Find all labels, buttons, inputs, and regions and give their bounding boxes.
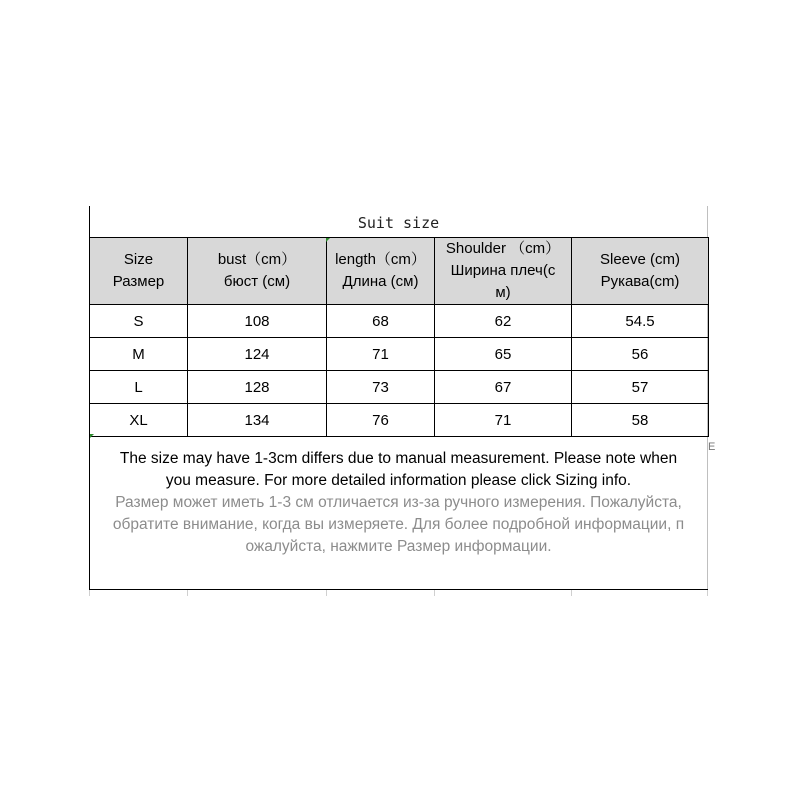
table-row	[90, 305, 709, 338]
note-russian	[90, 492, 707, 558]
measurement-note	[90, 447, 707, 558]
table-row	[90, 338, 709, 371]
note-russian-line: обратите внимание, когда вы измеряете. Для более подробной информации, п	[112, 516, 685, 533]
table-row	[90, 404, 709, 437]
cell-bust: 134	[188, 404, 327, 437]
table-title: Suit size	[357, 214, 440, 232]
cell-comment-marker	[326, 238, 330, 242]
cell-size: L	[90, 371, 188, 404]
column-gridline-tick	[187, 590, 188, 596]
note-russian-line: ожалуйста, нажмите Размер информации.	[245, 538, 552, 555]
header-length	[327, 238, 435, 305]
cell-bust: 108	[188, 305, 327, 338]
header-sleeve-ru: Рукава(cm)	[600, 273, 680, 290]
cell-shoulder: 71	[435, 404, 572, 437]
header-bust-en: bust（cm）	[217, 251, 297, 268]
cell-sleeve: 57	[572, 371, 709, 404]
size-chart-sheet	[89, 206, 708, 590]
header-bust-ru: бюст (см)	[223, 273, 291, 290]
header-length-en: length（cm）	[335, 251, 426, 268]
table-header-row	[90, 238, 709, 305]
header-shoulder	[435, 238, 572, 305]
cell-comment-marker	[90, 434, 94, 438]
note-russian-line: Размер может иметь 1-3 см отличается из-за ручного измерения. Пожалуйста,	[115, 494, 682, 511]
header-size-ru: Размер	[112, 273, 165, 290]
header-sleeve	[572, 238, 709, 305]
note-english-line: The size may have 1-3cm differs due to manual measurement. Please note when	[119, 450, 678, 467]
sheet-bottom-border	[89, 589, 708, 590]
header-shoulder-ru-wrap: м)	[495, 284, 511, 301]
cell-sleeve: 54.5	[572, 305, 709, 338]
cell-sleeve: 56	[572, 338, 709, 371]
cell-shoulder: 67	[435, 371, 572, 404]
cell-length: 73	[327, 371, 435, 404]
table-row	[90, 371, 709, 404]
cell-length: 71	[327, 338, 435, 371]
header-length-ru: Длина (см)	[342, 273, 419, 290]
header-sleeve-en: Sleeve (cm)	[599, 251, 681, 268]
column-gridline-tick	[571, 590, 572, 596]
cell-size: M	[90, 338, 188, 371]
cell-length: 76	[327, 404, 435, 437]
note-english	[90, 448, 707, 492]
cell-bust: 124	[188, 338, 327, 371]
header-size-en: Size	[123, 251, 154, 268]
cell-bust: 128	[188, 371, 327, 404]
column-gridline-tick	[89, 590, 90, 596]
cell-sleeve: 58	[572, 404, 709, 437]
cell-shoulder: 62	[435, 305, 572, 338]
header-shoulder-en: Shoulder （cm）	[445, 240, 561, 257]
header-shoulder-ru: Ширина плеч(с	[450, 262, 556, 279]
column-gridline-tick	[707, 590, 708, 596]
clipped-cell-text: E	[708, 441, 716, 453]
cell-shoulder: 65	[435, 338, 572, 371]
header-bust	[188, 238, 327, 305]
cell-size: S	[90, 305, 188, 338]
size-table	[89, 237, 709, 437]
column-gridline-tick	[326, 590, 327, 596]
cell-size: XL	[90, 404, 188, 437]
cell-length: 68	[327, 305, 435, 338]
column-gridline-tick	[434, 590, 435, 596]
note-english-line: you measure. For more detailed information please click Sizing info.	[165, 472, 632, 489]
header-size	[90, 238, 188, 305]
